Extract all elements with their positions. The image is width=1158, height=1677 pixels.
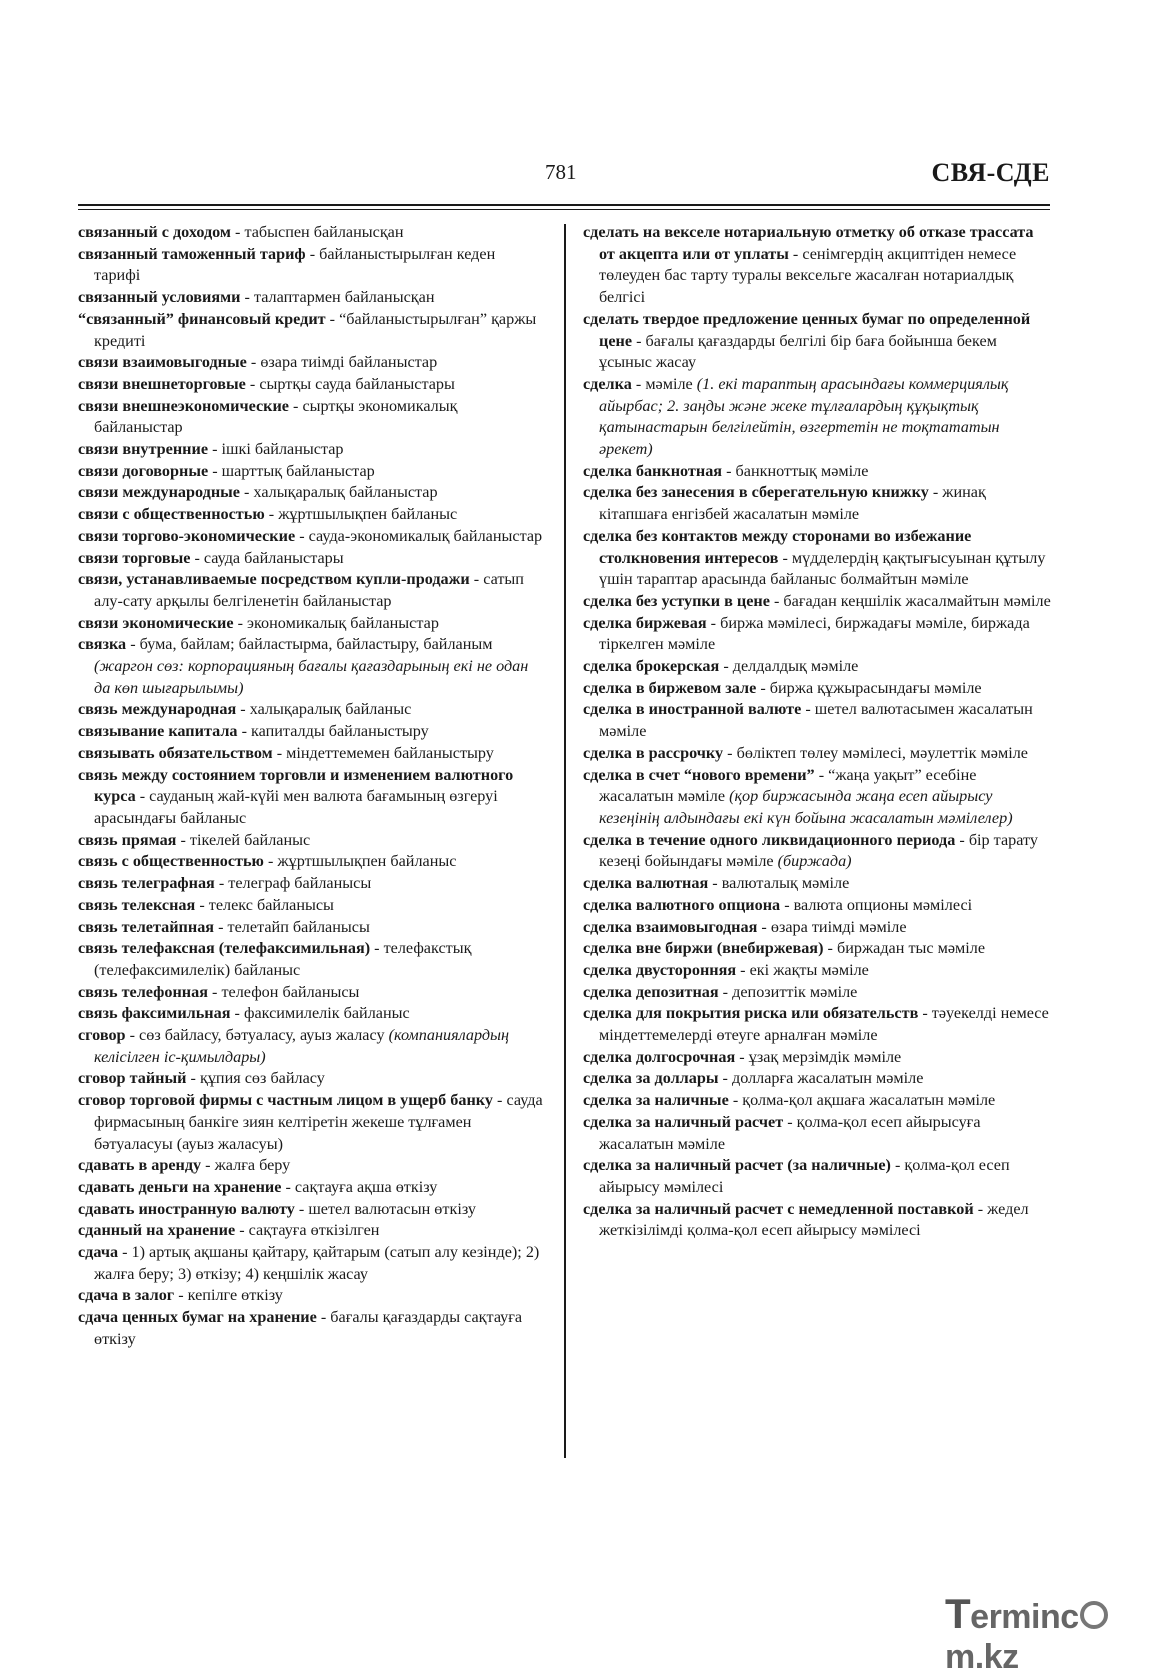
entry-term: сдавать деньги на хранение xyxy=(78,1177,282,1196)
entry-definition: телефакстық (телефаксимилелік) байланыс xyxy=(94,939,472,979)
entry-separator: - xyxy=(174,1286,188,1305)
entry-separator: - xyxy=(190,548,204,567)
header-range: СВЯ-СДЕ xyxy=(931,158,1050,187)
entry-definition: сауданың жай-күйі мен валюта бағамының өзгеруі арасындағы байланыс xyxy=(94,787,498,827)
dictionary-entry xyxy=(78,938,545,981)
entry-separator: - xyxy=(823,939,837,958)
dictionary-entry xyxy=(78,482,545,504)
entry-definition: халықаралық байланыс xyxy=(249,700,412,719)
dictionary-entry xyxy=(78,982,545,1004)
dictionary-entry xyxy=(583,1199,1053,1242)
entry-term: сделка в биржевом зале xyxy=(583,678,757,697)
entry-definition: тікелей байланыс xyxy=(189,830,311,849)
entry-separator: - xyxy=(263,852,278,871)
entry-term: сделать твердое предложение ценных бумаг по определенной цене xyxy=(583,309,1031,350)
entry-term: сделка за наличный расчет (за наличные) xyxy=(583,1156,891,1175)
entry-definition: міндеттемемен байланыстыру xyxy=(286,743,494,762)
entry-term: сделка за наличный расчет с немедленной поставкой xyxy=(583,1199,974,1218)
entry-term: связи экономические xyxy=(78,613,234,632)
entry-separator: - xyxy=(135,787,150,806)
entry-separator: - xyxy=(230,223,245,241)
entry-term: сговор тайный xyxy=(78,1069,187,1088)
entry-term: связь факсимильная xyxy=(78,1004,231,1023)
dictionary-entry xyxy=(78,613,545,635)
entry-separator: - xyxy=(186,1069,200,1088)
entry-separator: - xyxy=(735,1047,749,1066)
entry-definition: жинақ кітапшаға енгізбей жасалатын мәміле xyxy=(599,483,986,524)
dictionary-entry xyxy=(78,1025,545,1068)
dictionary-entry xyxy=(78,222,545,244)
header-rule xyxy=(78,204,1050,206)
entry-separator: - xyxy=(783,1112,797,1131)
dictionary-entry xyxy=(78,1285,545,1307)
dictionary-entry xyxy=(583,1112,1053,1155)
entry-separator: - xyxy=(281,1177,295,1196)
dictionary-entry xyxy=(583,1003,1053,1046)
entry-definition: жұртшылықпен байланыс xyxy=(278,505,458,524)
entry-definition: шетел валютасын өткізу xyxy=(308,1199,476,1218)
entry-separator: - xyxy=(780,895,794,914)
entry-definition: талаптармен байланысқан xyxy=(253,288,435,307)
entry-definition: телетайп байланысы xyxy=(227,917,370,936)
entry-term: связка xyxy=(78,635,127,654)
entry-separator: - xyxy=(195,895,209,914)
entry-term: сделка за наличные xyxy=(583,1091,729,1110)
entry-term: сделка биржевая xyxy=(583,613,707,632)
entry-note: (1. екі тараптың арасындағы коммерциялық айырбас; 2. заңды және жеке тұлғалардың құқықтық қатынастарын белгілейтін, өзгертетін не тоқтататын әрекет) xyxy=(599,374,1009,459)
entry-separator: - xyxy=(214,874,229,893)
dictionary-entry xyxy=(583,830,1053,873)
entry-note: (биржада) xyxy=(777,852,852,871)
entry-separator: - xyxy=(176,830,190,849)
dictionary-entry xyxy=(583,309,1053,374)
entry-term: сделка без уступки в цене xyxy=(583,591,770,610)
entry-term: связи торговые xyxy=(78,548,191,567)
dictionary-entry xyxy=(583,895,1053,917)
entry-definition: “байланыстырылған” қаржы кредиті xyxy=(94,309,537,350)
entry-definition: бір тарату кезеңі бойындағы мәміле xyxy=(599,830,1038,871)
entry-separator: - xyxy=(295,526,309,545)
entry-definition: ұзақ мерзімдік мәміле xyxy=(748,1047,902,1066)
entry-term: сделка в иностранной валюте xyxy=(583,700,802,719)
dictionary-entry xyxy=(78,1003,545,1025)
entry-definition: телекс байланысы xyxy=(208,895,334,914)
entry-definition: биржа құжырасындағы мәміле xyxy=(769,678,982,697)
dictionary-entry xyxy=(78,830,545,852)
entry-definition: өзара тиімді мәміле xyxy=(770,917,907,936)
dictionary-entry xyxy=(583,1155,1053,1198)
dictionary-entry xyxy=(78,917,545,939)
dictionary-entry xyxy=(78,352,545,374)
entry-definition: депозиттік мәміле xyxy=(732,982,858,1001)
dictionary-entry xyxy=(78,461,545,483)
entry-term: связь прямая xyxy=(78,830,177,849)
entry-separator: - xyxy=(728,1091,743,1110)
entry-term: сдавать иностранную валюту xyxy=(78,1199,295,1218)
entry-term: связывание капитала xyxy=(78,722,238,741)
entry-definition: сауда байланыстары xyxy=(203,548,344,567)
entry-definition: бағалы қағаздарды сақтауға өткізу xyxy=(94,1308,523,1348)
entry-definition: сауда фирмасының банкіге зиян келтіретін жекеше тұлғамен бәтуаласуы (ауыз жаласуы) xyxy=(94,1091,543,1153)
dictionary-entry xyxy=(583,982,1053,1004)
dictionary-entry xyxy=(78,504,545,526)
dictionary-entry xyxy=(78,374,545,396)
entry-term: сделка за наличный расчет xyxy=(583,1112,784,1131)
entry-separator: - xyxy=(632,331,646,350)
entry-separator: - xyxy=(236,700,250,719)
entry-term: сделка в рассрочку xyxy=(583,743,724,762)
entry-separator: - xyxy=(492,1091,507,1110)
entry-note: (қор биржасында жаңа есеп айырысу кезеңінің алдындағы екі күн бойына жасалатын мәмілелер) xyxy=(599,787,1013,827)
entry-definition: бөліктеп төлеу мәмілесі, мәулеттік мәміле xyxy=(736,743,1028,762)
entry-separator: - xyxy=(325,309,340,328)
entry-term: связь телефаксная (телефаксимильная) xyxy=(78,939,371,958)
entry-term: сделка банкнотная xyxy=(583,461,723,480)
entry-separator: - xyxy=(208,440,222,459)
entry-separator: - xyxy=(631,374,646,393)
entry-definition: шарттық байланыстар xyxy=(221,461,375,480)
entry-term: связи внутренние xyxy=(78,440,209,459)
entry-term: связь между состоянием торговли и изменением валютного курса xyxy=(78,765,514,806)
dictionary-entry xyxy=(78,548,545,570)
dictionary-entry xyxy=(583,678,1053,700)
dictionary-entry xyxy=(78,765,545,830)
dictionary-entry xyxy=(78,1307,545,1350)
entry-term: сделка двусторонняя xyxy=(583,960,737,979)
entry-definition: байланыстырылған кеден тарифі xyxy=(94,244,496,285)
dictionary-entry xyxy=(78,439,545,461)
entry-definition: биржадан тыс мәміле xyxy=(836,939,986,958)
dictionary-entry xyxy=(583,461,1053,483)
entry-separator: - xyxy=(918,1004,932,1023)
dictionary-entry xyxy=(78,873,545,895)
entry-separator: - xyxy=(778,548,792,567)
dictionary-entry xyxy=(78,1242,545,1285)
entry-separator: - xyxy=(288,396,303,415)
entry-separator: - xyxy=(955,830,969,849)
entry-term: связи международные xyxy=(78,483,240,502)
entry-term: сделка в течение одного ликвидационного периода xyxy=(583,830,956,849)
dictionary-entry xyxy=(583,743,1053,765)
entry-definition: экономикалық байланыстар xyxy=(247,613,439,632)
entry-separator: - xyxy=(305,244,320,263)
entry-term: связанный таможенный тариф xyxy=(78,244,306,263)
entry-term: связи, устанавливаемые посредством купли-продажи xyxy=(78,570,470,589)
dictionary-entry xyxy=(78,1155,545,1177)
dictionary-entry xyxy=(78,287,545,309)
entry-term: связь телеграфная xyxy=(78,874,215,893)
entry-definition: өзара тиімді байланыстар xyxy=(260,353,438,372)
entry-term: связи торгово-экономические xyxy=(78,526,296,545)
entry-separator: - xyxy=(272,743,287,762)
entry-definition: сыртқы сауда байланыстары xyxy=(259,374,455,393)
entry-term: связь международная xyxy=(78,700,237,719)
entry-definition: капиталды байланыстыру xyxy=(251,722,429,741)
entry-separator: - xyxy=(801,700,815,719)
dictionary-entry xyxy=(583,482,1053,525)
entry-definition: делдалдық мәміле xyxy=(732,657,859,676)
entry-separator: - xyxy=(207,982,222,1001)
entry-definition: сөз байласу, бәтуаласу, ауыз жаласу xyxy=(139,1026,389,1045)
dictionary-entry xyxy=(583,1090,1053,1112)
entry-definition: сыртқы экономикалық байланыстар xyxy=(94,396,458,437)
entry-definition: сауда-экономикалық байланыстар xyxy=(308,526,543,545)
entry-definition: 1) артық ақшаны қайтару, қайтарым (сатып алу кезінде); 2) жалға беру; 3) өткізу; 4) кеңшілік жасау xyxy=(94,1243,540,1283)
entry-term: сдавать в аренду xyxy=(78,1156,202,1175)
entry-term: сделка без контактов между сторонами во избежание столкновения интересов xyxy=(583,526,972,567)
entry-definition: халықаралық байланыстар xyxy=(253,483,438,502)
entry-term: связь телексная xyxy=(78,895,196,914)
entry-definition: жалға беру xyxy=(214,1156,291,1175)
entry-separator: - xyxy=(706,613,721,632)
dictionary-entry xyxy=(583,613,1053,656)
entry-term: связи внешнеторговые xyxy=(78,374,246,393)
dictionary-entry xyxy=(583,526,1053,591)
entry-separator: - xyxy=(814,765,829,784)
entry-definition: кепілге өткізу xyxy=(187,1286,283,1305)
entry-definition: сақтауға өткізілген xyxy=(248,1221,380,1240)
dictionary-entry xyxy=(583,1047,1053,1069)
entry-term: связи договорные xyxy=(78,461,209,480)
entry-separator: - xyxy=(240,288,254,307)
entry-separator: - xyxy=(718,1069,732,1088)
entry-term: связи взаимовыгодные xyxy=(78,353,247,372)
entry-definition: сенімгердің акциптіден немесе төлеуден бас тарту туралы вексельге жасалған нотариалдық белгісі xyxy=(599,244,1017,307)
entry-definition: жұртшылықпен байланыс xyxy=(277,852,457,871)
entry-definition: сақтауға ақша өткізу xyxy=(294,1177,438,1196)
entry-term: сделка без занесения в сберегательную книжку xyxy=(583,483,929,502)
entry-separator: - xyxy=(245,374,260,393)
dictionary-entry xyxy=(78,1220,545,1242)
entry-definition: “жаңа уақыт” есебіне жасалатын мәміле xyxy=(599,765,977,806)
entry-term: сделка брокерская xyxy=(583,657,720,676)
dictionary-entry xyxy=(78,526,545,548)
dictionary-entry xyxy=(78,569,545,612)
entry-definition: телефон байланысы xyxy=(221,982,360,1001)
entry-separator: - xyxy=(722,461,736,480)
dictionary-entry xyxy=(78,634,545,699)
entry-definition: шетел валютасымен жасалатын мәміле xyxy=(599,700,1033,741)
dictionary-entry xyxy=(583,374,1053,461)
dictionary-entry xyxy=(583,656,1053,678)
entry-separator: - xyxy=(118,1243,132,1262)
entry-definition: биржа мәмілесі, биржадағы мәміле, биржада тіркелген мәміле xyxy=(599,613,1030,654)
entry-definition: екі жақты мәміле xyxy=(749,960,869,979)
entry-separator: - xyxy=(239,483,254,502)
dictionary-entry xyxy=(78,309,545,352)
entry-separator: - xyxy=(719,657,733,676)
site-logo: Termincm.kz xyxy=(945,1590,1158,1677)
entry-note: (жаргон сөз: корпорацияның бағалы қағаздарының екі не одан да көп шығарылымы) xyxy=(94,657,529,697)
dictionary-entry xyxy=(583,938,1053,960)
dictionary-entry xyxy=(583,1068,1053,1090)
entry-term: связь с общественностью xyxy=(78,852,264,871)
entry-definition: бума, байлам; байластырма, байластыру, байланым xyxy=(139,635,493,654)
entry-separator: - xyxy=(264,505,279,524)
dictionary-entry xyxy=(78,244,545,287)
entry-definition: факсимилелік байланыс xyxy=(243,1004,410,1023)
entry-term: сделка валютная xyxy=(583,874,709,893)
entry-note: (компаниялардың келісілген іс-қимылдары) xyxy=(94,1026,510,1066)
entry-definition: телеграф байланысы xyxy=(228,874,372,893)
entry-term: сделка депозитная xyxy=(583,982,719,1001)
column-divider xyxy=(564,224,566,1458)
dictionary-entry xyxy=(583,222,1053,309)
entry-separator: - xyxy=(316,1308,331,1327)
entry-term: сделать на векселе нотариальную отметку об отказе трассата от акцепта или от уплаты xyxy=(583,223,1034,263)
entry-term: сделка за доллары xyxy=(583,1069,719,1088)
dictionary-entry xyxy=(583,765,1053,830)
entry-term: сговор торговой фирмы с частным лицом в ущерб банку xyxy=(78,1091,493,1110)
entry-separator: - xyxy=(723,743,737,762)
entry-definition: қолма-қол есеп айырысуға жасалатын мәміле xyxy=(599,1112,981,1153)
entry-definition: ішкі байланыстар xyxy=(221,440,344,459)
entry-term: сговор xyxy=(78,1026,126,1045)
entry-term: сдача ценных бумаг на хранение xyxy=(78,1308,317,1327)
entry-definition: мәміле xyxy=(645,374,697,393)
entry-term: связи с общественностью xyxy=(78,505,265,524)
entry-term: связь телетайпная xyxy=(78,917,215,936)
entry-term: сделка вне биржи (внебиржевая) xyxy=(583,939,824,958)
entry-definition: тәуекелді немесе міндеттемелерді өтеуге арналған мәміле xyxy=(599,1004,1049,1045)
entry-separator: - xyxy=(126,635,140,654)
entry-definition: банкноттық мәміле xyxy=(735,461,869,480)
entry-definition: қолма-қол есеп айырысу мәмілесі xyxy=(599,1156,1010,1196)
entry-separator: - xyxy=(928,483,943,502)
entry-separator: - xyxy=(757,917,771,936)
entry-separator: - xyxy=(214,917,228,936)
entry-separator: - xyxy=(294,1199,309,1218)
entry-term: сданный на хранение xyxy=(78,1221,236,1240)
header-rule-thin xyxy=(78,209,1050,210)
right-column xyxy=(583,222,1053,1242)
entry-separator: - xyxy=(708,874,722,893)
dictionary-entry xyxy=(78,396,545,439)
entry-definition: табыспен байланысқан xyxy=(244,223,404,241)
dictionary-entry xyxy=(78,1068,545,1090)
entry-separator: - xyxy=(201,1156,215,1175)
dictionary-entry xyxy=(78,1199,545,1221)
dictionary-entry xyxy=(583,699,1053,742)
entry-term: сделка xyxy=(583,374,632,393)
entry-term: сделка долгосрочная xyxy=(583,1047,736,1066)
entry-term: сдача xyxy=(78,1243,119,1262)
dictionary-entry xyxy=(583,591,1053,613)
entry-definition: долларға жасалатын мәміле xyxy=(731,1069,924,1088)
dictionary-entry xyxy=(78,721,545,743)
dictionary-entry xyxy=(78,699,545,721)
entry-separator: - xyxy=(718,982,733,1001)
entry-definition: мүдделердің қақтығысуынан құтылу үшін тараптар арасында байланыс болмайтын мәміле xyxy=(599,548,1046,589)
dictionary-entry xyxy=(78,743,545,765)
entry-term: сделка взаимовыгодная xyxy=(583,917,758,936)
dictionary-entry xyxy=(583,873,1053,895)
entry-separator: - xyxy=(246,353,261,372)
entry-definition: бағалы қағаздарды белгілі бір баға бойынша бекем ұсыныс жасау xyxy=(599,331,997,372)
entry-separator: - xyxy=(469,570,484,589)
entry-definition: валюта опционы мәмілесі xyxy=(793,895,973,914)
dictionary-entry xyxy=(78,1090,545,1155)
entry-separator: - xyxy=(890,1156,905,1175)
entry-term: сделка валютного опциона xyxy=(583,895,781,914)
entry-definition: құпия сөз байласу xyxy=(199,1069,325,1088)
entry-definition: бағадан кеңшілік жасалмайтын мәміле xyxy=(783,591,1051,610)
dictionary-entry xyxy=(78,851,545,873)
entry-separator: - xyxy=(370,939,384,958)
entry-separator: - xyxy=(769,591,784,610)
entry-term: “связанный” финансовый кредит xyxy=(78,309,326,328)
entry-definition: қолма-қол ақшаға жасалатын мәміле xyxy=(742,1091,996,1110)
entry-definition: жедел жеткізілімді қолма-қол есеп айырысу мәмілесі xyxy=(599,1199,1029,1240)
dictionary-entry xyxy=(583,960,1053,982)
entry-definition: сатып алу-сату арқылы белгіленетін байланыстар xyxy=(94,570,524,610)
entry-separator: - xyxy=(237,722,251,741)
entry-term: сдача в залог xyxy=(78,1286,175,1305)
entry-separator: - xyxy=(235,1221,249,1240)
dictionary-entry xyxy=(78,895,545,917)
entry-term: сделка для покрытия риска или обязательств xyxy=(583,1004,919,1023)
entry-separator: - xyxy=(736,960,750,979)
entry-term: связь телефонная xyxy=(78,982,208,1001)
entry-term: связанный с доходом xyxy=(78,223,231,241)
entry-separator: - xyxy=(125,1026,140,1045)
entry-term: связанный условиями xyxy=(78,288,241,307)
entry-term: сделка в счет “нового времени” xyxy=(583,765,815,784)
left-column xyxy=(78,222,545,1351)
entry-separator: - xyxy=(973,1199,988,1218)
entry-separator: - xyxy=(788,244,803,263)
entry-separator: - xyxy=(230,1004,244,1023)
entry-separator: - xyxy=(756,678,770,697)
dictionary-entry xyxy=(583,917,1053,939)
entry-term: связи внешнеэкономические xyxy=(78,396,289,415)
entry-separator: - xyxy=(208,461,222,480)
entry-definition: валюталық мәміле xyxy=(721,874,850,893)
page-number: 781 xyxy=(545,160,577,184)
entry-term: связывать обязательством xyxy=(78,743,273,762)
dictionary-entry xyxy=(78,1177,545,1199)
entry-separator: - xyxy=(233,613,248,632)
